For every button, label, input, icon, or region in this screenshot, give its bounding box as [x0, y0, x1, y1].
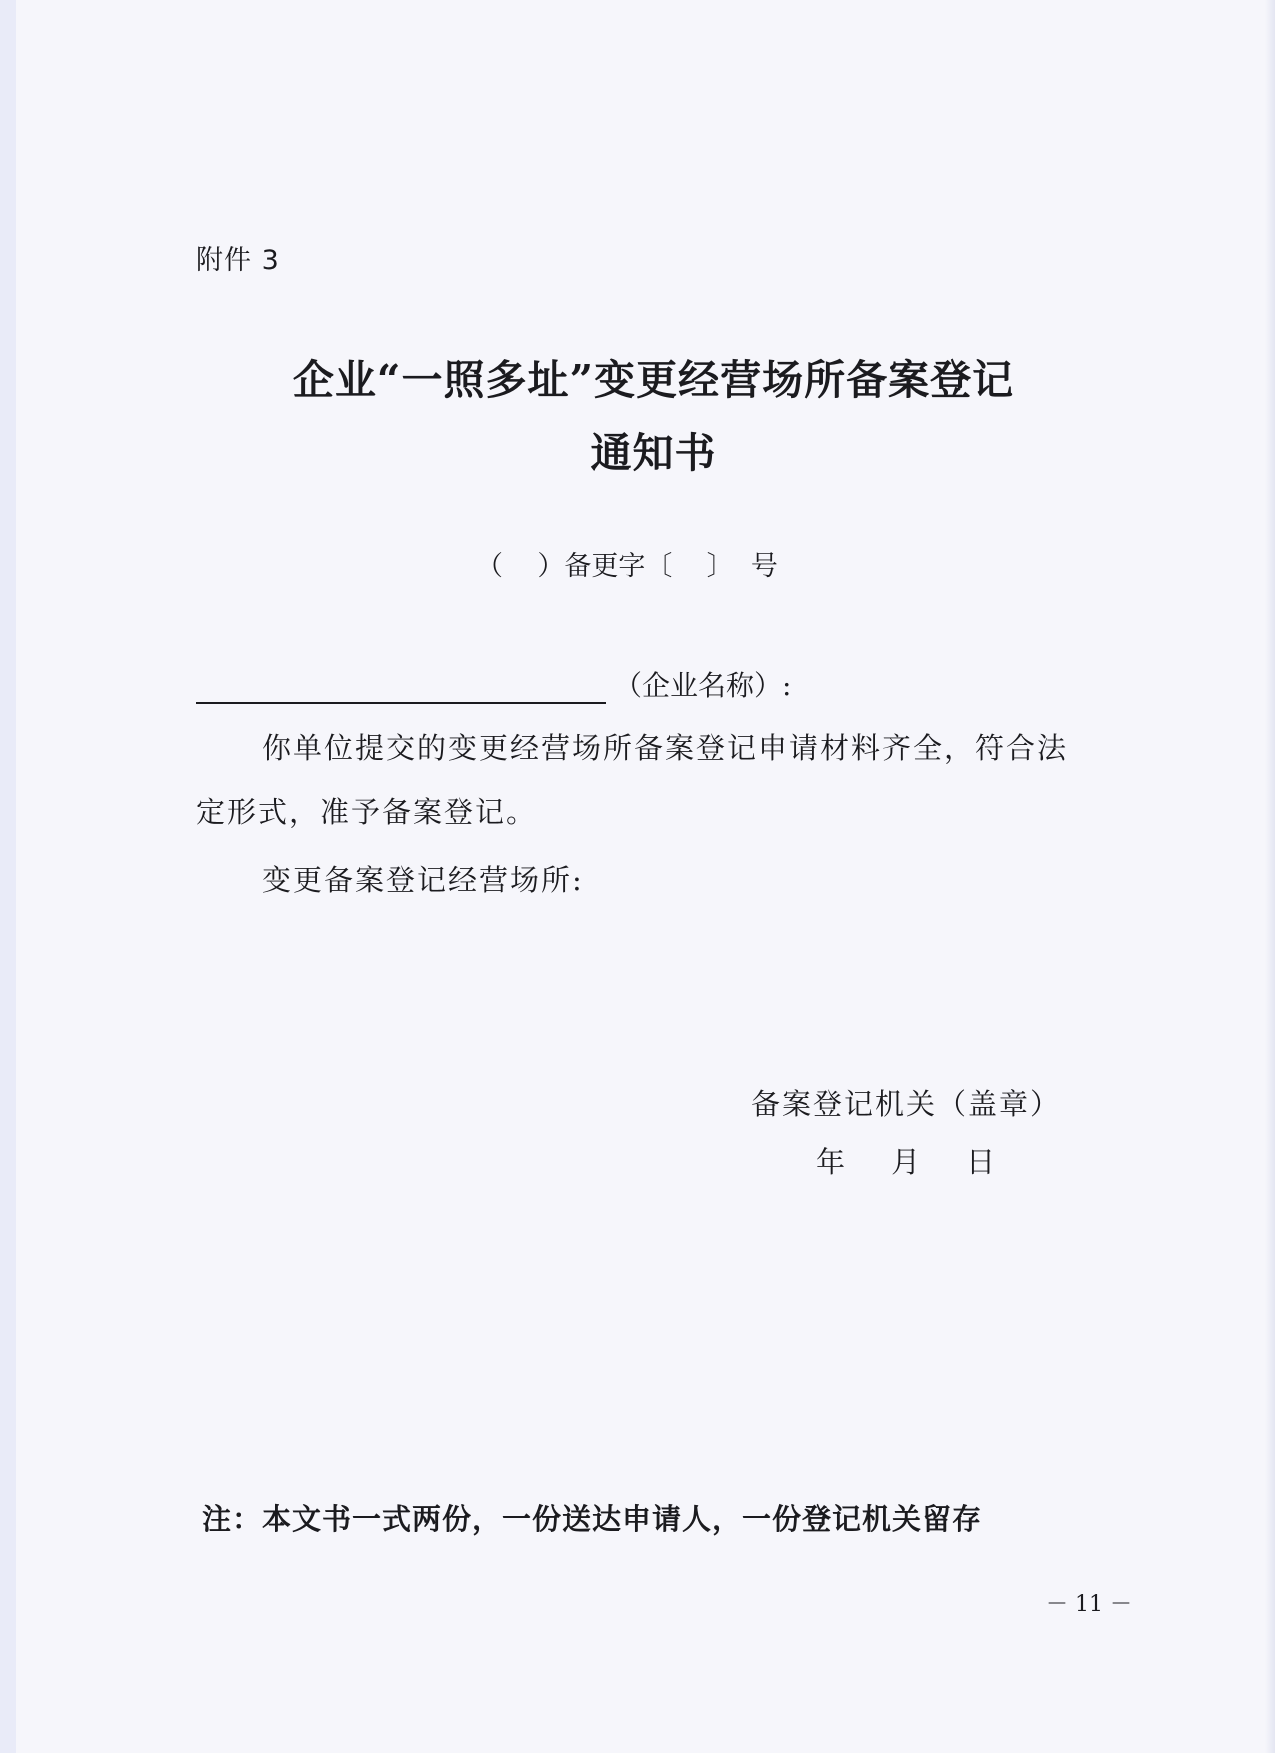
attachment-label: 附件 3 [196, 245, 280, 276]
body-paragraph-line2: 定形式，准予备案登记。 [196, 795, 538, 829]
footnote: 注：本文书一式两份，一份送达申请人，一份登记机关留存 [202, 1502, 983, 1536]
page-number: － 11 － [1046, 1592, 1132, 1617]
body-paragraph-line1: 你单位提交的变更经营场所备案登记申请材料齐全，符合法 [262, 731, 1069, 765]
document-title-line1: 企业“一照多址”变更经营场所备案登记 [292, 356, 1015, 404]
company-name-label: （企业名称）: [614, 669, 792, 702]
issue-date: 年 月 日 [816, 1145, 996, 1179]
company-name-blank [196, 670, 606, 704]
company-name-row [196, 664, 791, 704]
business-premises-label: 变更备案登记经营场所: [262, 863, 584, 897]
registration-authority-seal: 备案登记机关（盖章） [751, 1087, 1062, 1121]
document-title-line2: 通知书 [590, 429, 717, 477]
document-number: （ ）备更字〔 〕 号 [476, 551, 778, 582]
